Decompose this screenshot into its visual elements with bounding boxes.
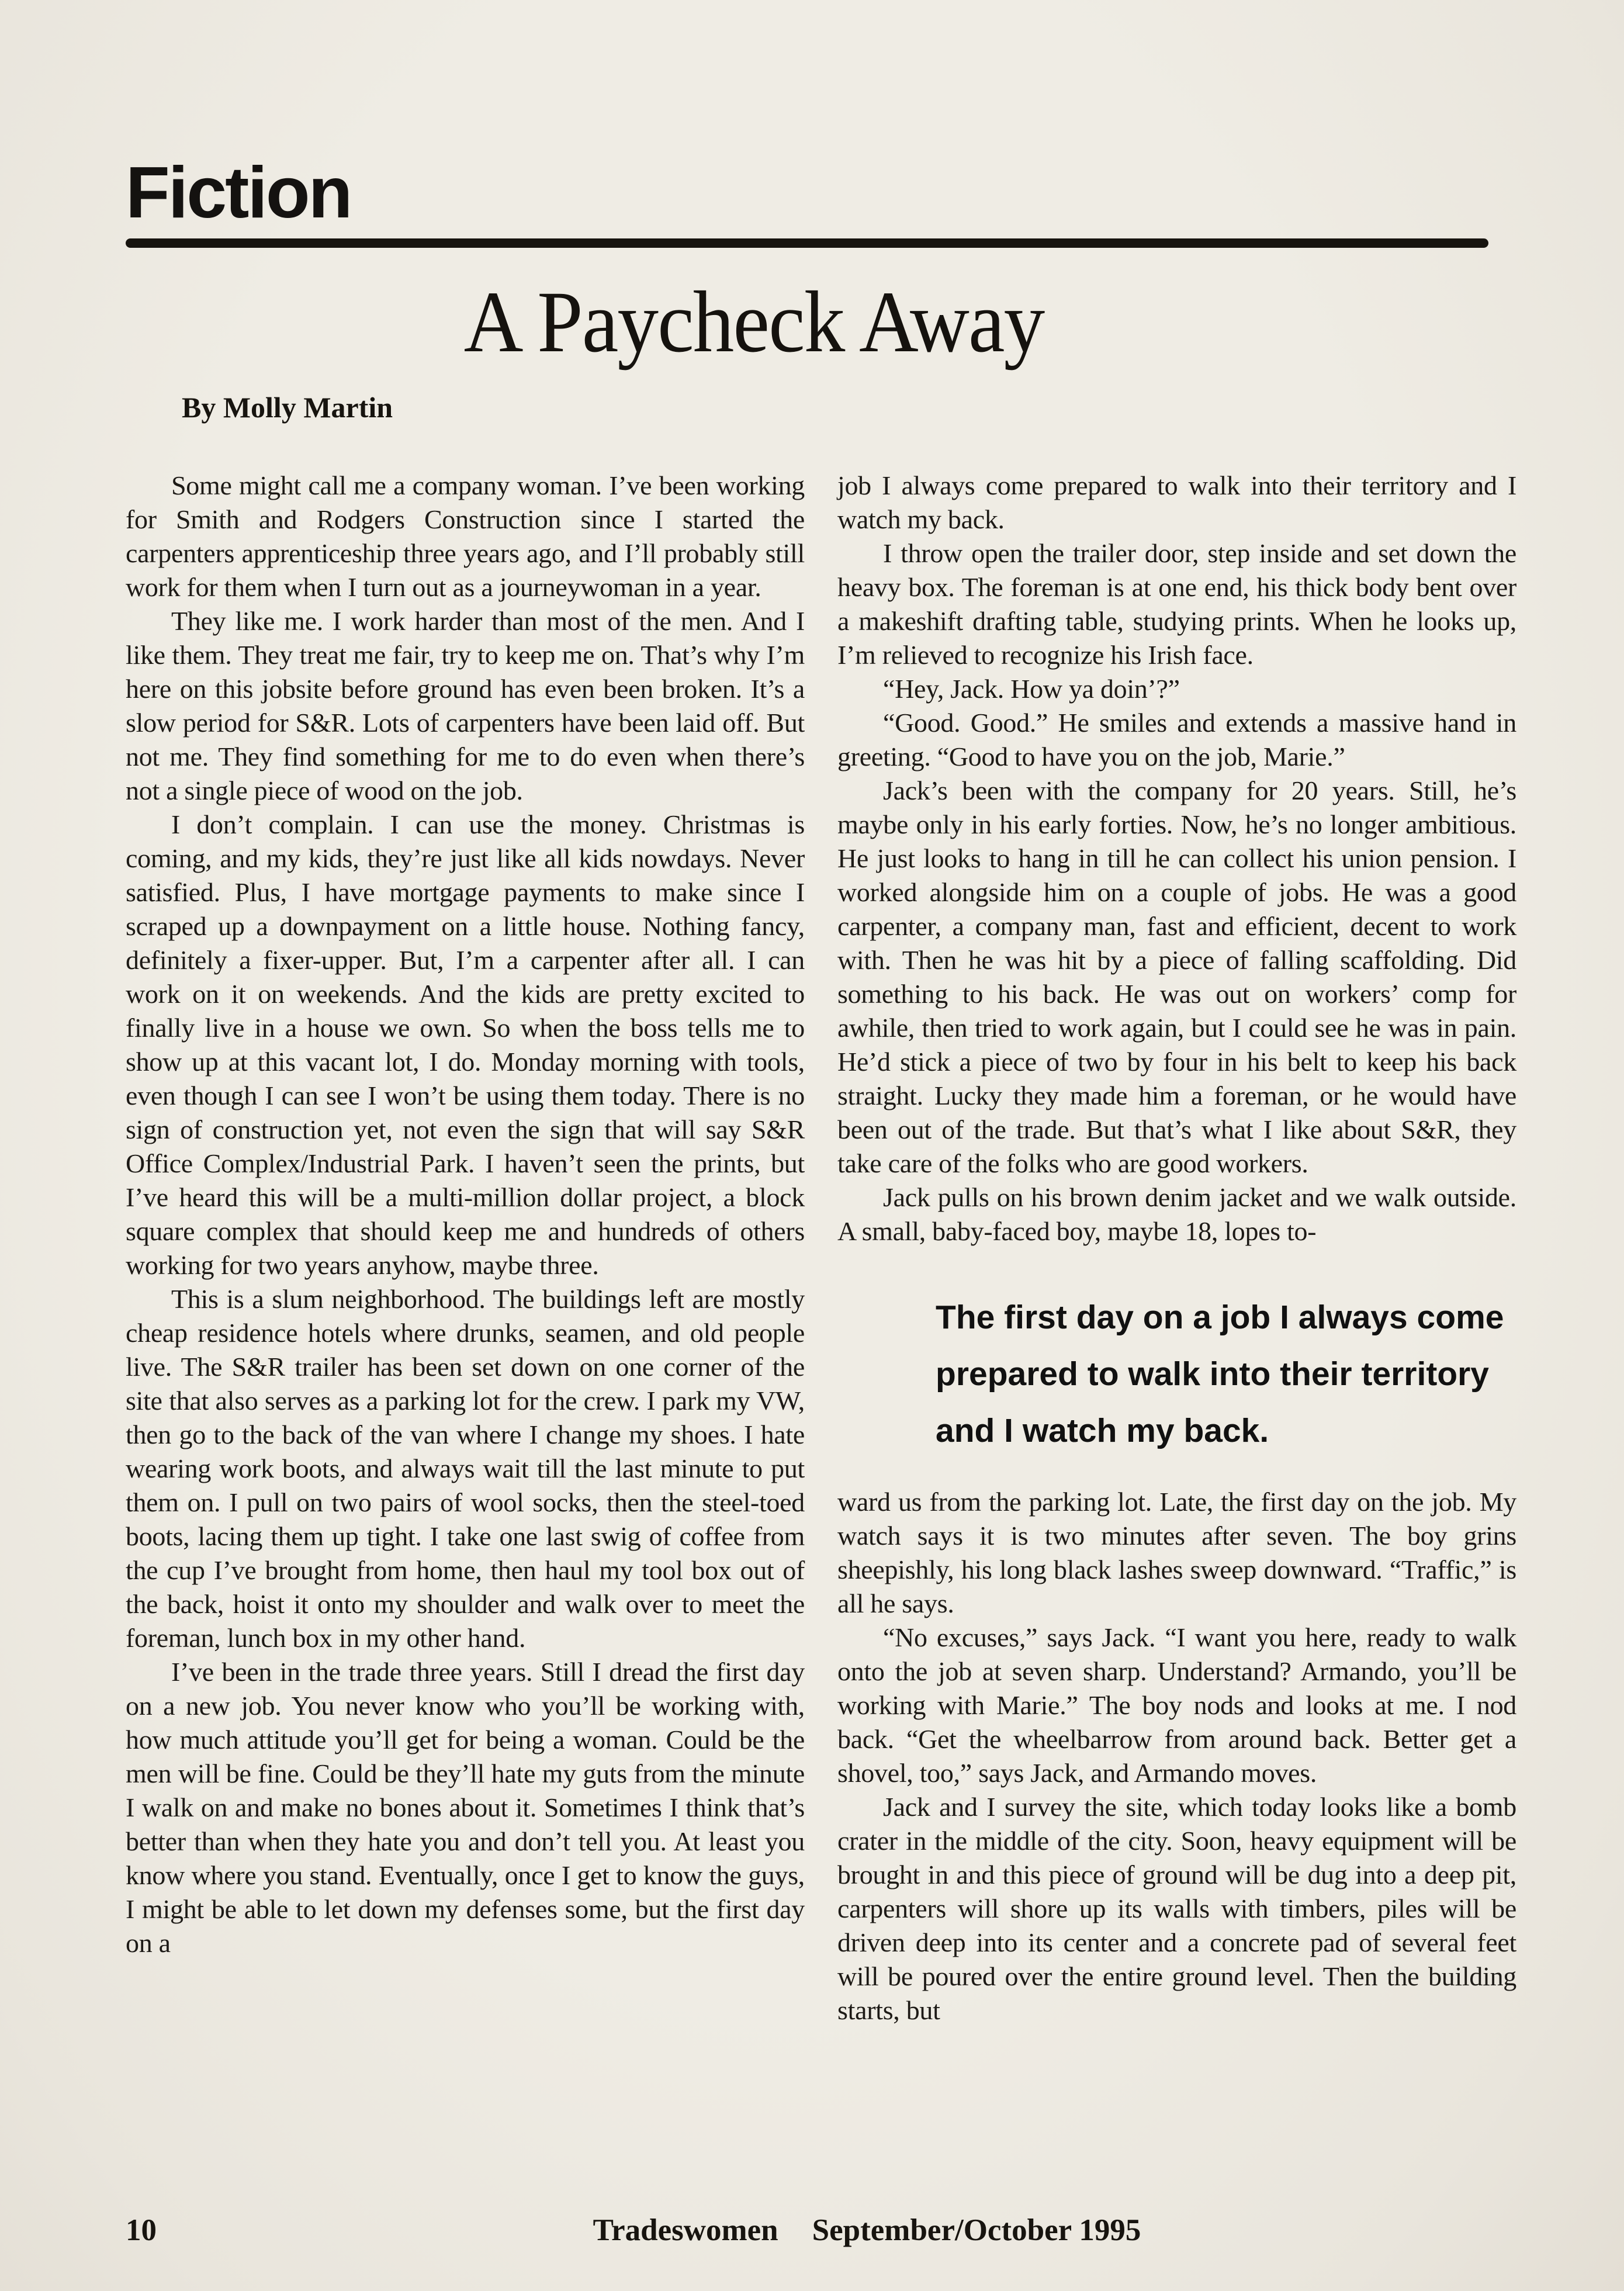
- right-column-bottom: [837, 1485, 1516, 2027]
- right-column: [837, 469, 1516, 2027]
- article-title: A Paycheck Away: [463, 274, 1044, 371]
- paragraph: Jack and I survey the site, which today looks like a bomb crater in the middle of the city. Soon, heavy equipment will be brought in and this piece of ground will be dug into a deep pit, carpenters will shore up its walls with timbers, piles will be driven deep into its center and a concrete pad of several feet will be poured over the entire ground level. Then the building starts, but: [837, 1792, 1516, 2025]
- paragraph: Some might call me a company woman. I’ve been working for Smith and Rodgers Construction since I started the carpenters apprenticeship three years ago, and I’ll probably still work for them when I turn out as a journeywoman in a year.: [126, 470, 805, 602]
- paragraph: I’ve been in the trade three years. Still I dread the first day on a new job. You never know who you’ll be working with, how much attitude you’ll get for being a woman. Could be the men will be fine. Could be they’ll hate my guts from the minute I walk on and make no bones about it. Sometimes I think that’s better than when they hate you and don’t tell you. At least you know where you stand. Eventually, once I get to know the guys, I might be able to let down my defenses some, but the first day on a: [126, 1657, 805, 1958]
- pull-quote: The first day on a job I always come prepared to walk into their territory and I watch my back.: [936, 1299, 1504, 1449]
- page-number: 10: [126, 2213, 157, 2247]
- left-column: [126, 469, 805, 2027]
- paragraph: Jack’s been with the company for 20 years. Still, he’s maybe only in his early forties. Now, he’s no longer ambitious. He just looks to hang in till he can collect his union pension. I worked alongside him on a couple of jobs. He was a good carpenter, a company man, fast and efficient, decent to work with. Then he was hit by a piece of falling scaffolding. Did something to his back. He was out on workers’ comp for awhile, then tried to work again, but I could see he was in pain. He’d stick a piece of two by four in his belt to keep his back straight. Lucky they made him a foreman, or he would have been out of the trade. But that’s what I like about S&R, they take care of the folks who are good workers.: [837, 776, 1516, 1178]
- issue-date: September/October 1995: [812, 2213, 1141, 2247]
- paragraph: “No excuses,” says Jack. “I want you here, ready to walk onto the job at seven sharp. Understand? Armando, you’ll be working with Marie.” The boy nods and looks at me. I nod back. “Get the wheelbarrow from around back. Better get a shovel, too,” says Jack, and Armando moves.: [837, 1622, 1516, 1788]
- magazine-title: Tradeswomen: [593, 2213, 778, 2247]
- article-body: [126, 469, 1516, 2027]
- paragraph: “Hey, Jack. How ya doin’?”: [883, 674, 1180, 704]
- paragraph: ward us from the parking lot. Late, the first day on the job. My watch says it is two minutes after seven. The boy grins sheepishly, his long black lashes sweep downward. “Traffic,” is all he says.: [837, 1487, 1516, 1618]
- paragraph: This is a slum neighborhood. The buildings left are mostly cheap residence hotels where drunks, seamen, and old people live. The S&R trailer has been set down on one corner of the site that also serves as a parking lot for the crew. I park my VW, then go to the back of the van where I change my shoes. I hate wearing work boots, and always wait till the last minute to put them on. I pull on two pairs of wool socks, then the steel-toed boots, lacing them up tight. I take one last swig of coffee from the cup I’ve brought from home, then haul my tool box out of the back, hoist it onto my shoulder and walk over to meet the foreman, lunch box in my other hand.: [126, 1284, 805, 1653]
- footer-center: [593, 2213, 1141, 2248]
- paragraph: They like me. I work harder than most of the men. And I like them. They treat me fair, try to keep me on. That’s why I’m here on this jobsite before ground has even been broken. It’s a slow period for S&R. Lots of carpenters have been laid off. But not me. They find something for me to do even when there’s not a single piece of wood on the job.: [126, 606, 805, 805]
- byline: By Molly Martin: [182, 391, 393, 424]
- paragraph: Jack pulls on his brown denim jacket and we walk outside. A small, baby-faced boy, maybe 18, lopes to-: [837, 1182, 1516, 1246]
- paragraph: job I always come prepared to walk into their territory and I watch my back.: [837, 470, 1516, 534]
- paragraph: I don’t complain. I can use the money. Christmas is coming, and my kids, they’re just like all kids nowdays. Never satisfied. Plus, I have mortgage payments to make since I scraped up a downpayment on a little house. Nothing fancy, definitely a fixer-upper. But, I’m a carpenter after all. I can work on it on weekends. And the kids are pretty excited to finally live in a house we own. So when the boss tells me to show up at this vacant lot, I do. Monday morning with tools, even though I can see I won’t be using them today. There is no sign of construction yet, not even the sign that will say S&R Office Complex/Industrial Park. I haven’t seen the prints, but I’ve heard this will be a multi-million dollar project, a block square complex that should keep me and hundreds of others working for two years anyhow, maybe three.: [126, 809, 805, 1280]
- section-label: Fiction: [126, 153, 351, 233]
- paragraph: “Good. Good.” He smiles and extends a massive hand in greeting. “Good to have you on the job, Marie.”: [837, 708, 1516, 771]
- section-rule: [126, 238, 1488, 248]
- paragraph: I throw open the trailer door, step inside and set down the heavy box. The foreman is at one end, his thick body bent over a makeshift drafting table, studying prints. When he looks up, I’m relieved to recognize his Irish face.: [837, 538, 1516, 670]
- right-column-top: [837, 469, 1516, 1248]
